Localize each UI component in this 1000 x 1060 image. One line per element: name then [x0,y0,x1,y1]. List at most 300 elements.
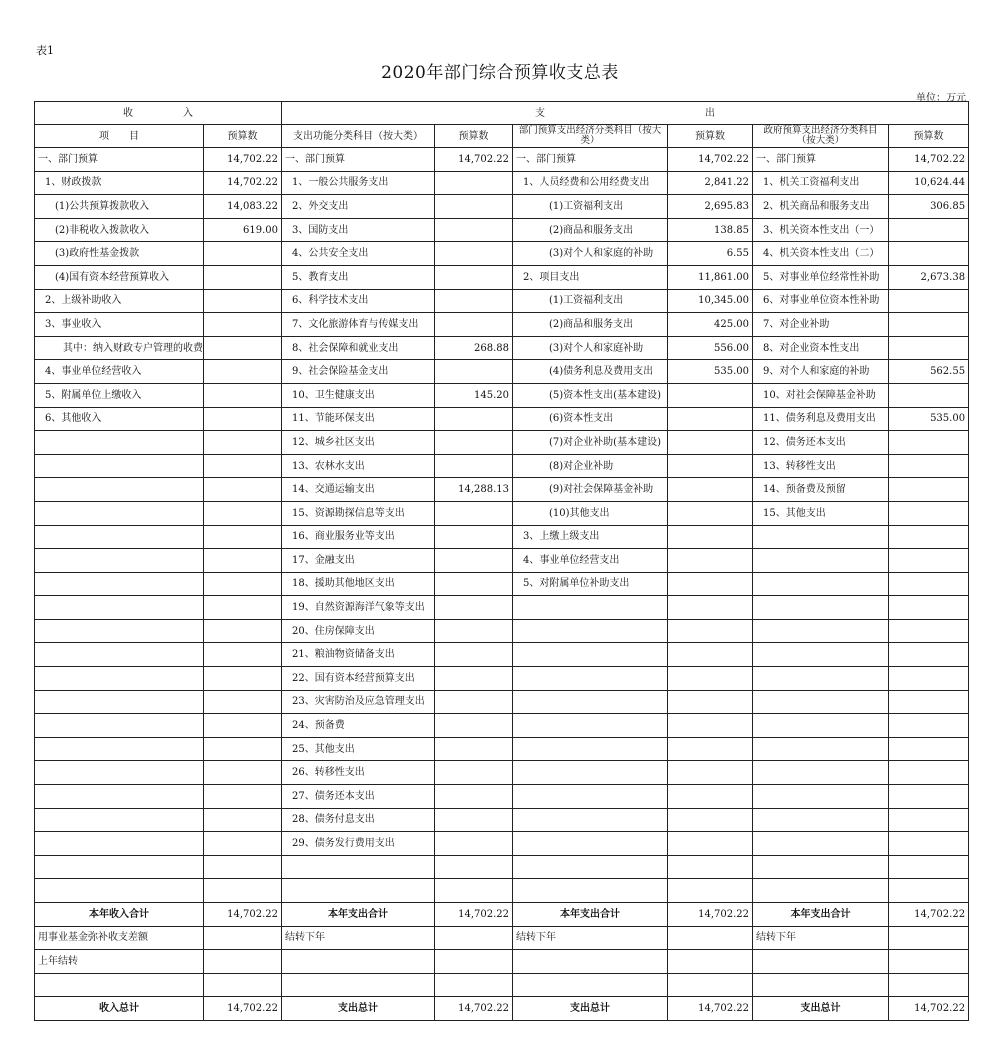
table-row [35,360,969,384]
table-row [35,761,969,785]
income-budget [204,855,282,879]
income-item [35,808,204,832]
income-budget [204,454,282,478]
dept-econ-budget: 2,841.22 [668,171,753,195]
dept-econ-budget: 10,345.00 [668,289,753,313]
total-income-value: 14,702.22 [204,997,282,1021]
income-item [35,714,204,738]
income-budget [204,549,282,573]
gov-econ-budget [889,785,969,809]
gov-econ-item: 1、机关工资福利支出 [753,171,889,195]
table-row [35,313,969,337]
function-item: 6、科学技术支出 [282,289,435,313]
dept-econ-budget [668,478,753,502]
gov-econ-item [753,855,889,879]
dept-econ-item [513,690,668,714]
dept-econ-item: (3)对个人和家庭补助 [513,336,668,360]
dept-econ-budget [668,643,753,667]
gov-econ-item [753,761,889,785]
dept-econ-item: 4、事业单位经营支出 [513,549,668,573]
income-item [35,667,204,691]
function-item: 17、金融支出 [282,549,435,573]
function-budget [435,572,513,596]
function-item: 16、商业服务业等支出 [282,525,435,549]
col-budget-3: 预算数 [668,125,753,148]
gov-econ-item: 13、转移性支出 [753,454,889,478]
income-item: 5、附属单位上缴收入 [35,383,204,407]
function-budget [435,195,513,219]
function-budget [435,737,513,761]
carry-forward-row [35,926,969,950]
dept-econ-item [513,761,668,785]
function-item: 15、资源勘探信息等支出 [282,501,435,525]
col-budget-2: 预算数 [435,125,513,148]
gov-econ-budget [889,431,969,455]
page-title: 2020年部门综合预算收支总表 [381,63,619,83]
dept-econ-item: 一、部门预算 [513,148,668,172]
dept-econ-budget [668,501,753,525]
gov-econ-item: 11、债务利息及费用支出 [753,407,889,431]
table-row [35,596,969,620]
income-item: (1)公共预算拨款收入 [35,195,204,219]
gov-econ-item: 6、对事业单位资本性补助 [753,289,889,313]
dept-econ-budget [668,761,753,785]
dept-econ-budget [668,454,753,478]
dept-econ-budget [668,832,753,856]
dept-econ-budget [668,785,753,809]
table-row [35,478,969,502]
gov-econ-budget: 2,673.38 [889,265,969,289]
gov-econ-item: 8、对企业资本性支出 [753,336,889,360]
table-row [35,383,969,407]
income-item: (4)国有资本经营预算收入 [35,265,204,289]
income-header: 收 入 [35,102,282,125]
gov-econ-item: 9、对个人和家庭的补助 [753,360,889,384]
gov-econ-item [753,832,889,856]
gov-econ-budget: 562.55 [889,360,969,384]
carry-next-year-1: 结转下年 [282,926,435,950]
gov-econ-item [753,737,889,761]
function-item: 25、其他支出 [282,737,435,761]
gov-econ-item [753,619,889,643]
budget-summary-table [34,101,969,1021]
income-budget [204,596,282,620]
gov-econ-budget: 535.00 [889,407,969,431]
dept-econ-item [513,737,668,761]
function-item [282,855,435,879]
total-expense-value-2: 14,702.22 [668,997,753,1021]
gov-econ-budget [889,761,969,785]
table-row [35,242,969,266]
dept-econ-budget [668,431,753,455]
income-item [35,572,204,596]
dept-econ-budget [668,596,753,620]
gov-econ-item [753,714,889,738]
function-item: 20、住房保障支出 [282,619,435,643]
grand-total-row [35,997,969,1021]
function-budget [435,855,513,879]
dept-econ-budget [668,407,753,431]
dept-econ-item: 3、上缴上级支出 [513,525,668,549]
dept-econ-item: (10)其他支出 [513,501,668,525]
dept-econ-item: 2、项目支出 [513,265,668,289]
dept-econ-budget [668,808,753,832]
income-budget [204,572,282,596]
income-item [35,737,204,761]
gov-econ-item [753,525,889,549]
gov-econ-budget: 10,624.44 [889,171,969,195]
income-item: 2、上级补助收入 [35,289,204,313]
table-row [35,714,969,738]
blank-row [35,973,969,997]
previous-carry-row [35,950,969,974]
dept-econ-budget: 14,702.22 [668,148,753,172]
function-item: 11、节能环保支出 [282,407,435,431]
gov-econ-budget [889,808,969,832]
function-budget [435,265,513,289]
dept-econ-item: (1)工资福利支出 [513,195,668,219]
table-row [35,643,969,667]
income-budget [204,336,282,360]
dept-econ-budget [668,714,753,738]
table-row [35,572,969,596]
year-income-label: 本年收入合计 [35,903,204,927]
table-row [35,785,969,809]
income-budget: 14,083.22 [204,195,282,219]
table-row [35,855,969,879]
income-budget: 14,702.22 [204,171,282,195]
dept-econ-budget [668,572,753,596]
column-header-row [35,125,969,148]
function-budget [435,525,513,549]
total-income-label: 收入总计 [35,997,204,1021]
income-item: 其中：纳入财政专户管理的收费 [35,336,204,360]
function-budget [435,218,513,242]
dept-econ-item: 5、对附属单位补助支出 [513,572,668,596]
table-row [35,832,969,856]
gov-econ-item: 2、机关商品和服务支出 [753,195,889,219]
income-item: (3)政府性基金拨款 [35,242,204,266]
year-expense-label-2: 本年支出合计 [513,903,668,927]
income-budget [204,313,282,337]
table-row [35,265,969,289]
total-expense-value-1: 14,702.22 [435,997,513,1021]
gov-econ-item: 7、对企业补助 [753,313,889,337]
dept-econ-item [513,832,668,856]
dept-econ-budget: 535.00 [668,360,753,384]
gov-econ-item [753,808,889,832]
col-budget-4: 预算数 [889,125,969,148]
function-item: 26、转移性支出 [282,761,435,785]
income-budget [204,478,282,502]
dept-econ-item: (6)资本性支出 [513,407,668,431]
function-item: 24、预备费 [282,714,435,738]
gov-econ-budget [889,832,969,856]
dept-econ-item [513,667,668,691]
gov-econ-item: 3、机关资本性支出（一） [753,218,889,242]
dept-econ-budget [668,855,753,879]
dept-econ-item: (5)资本性支出(基本建设) [513,383,668,407]
dept-econ-budget [668,667,753,691]
total-expense-value-3: 14,702.22 [889,997,969,1021]
function-budget [435,407,513,431]
function-item: 1、一般公共服务支出 [282,171,435,195]
dept-econ-budget [668,383,753,407]
dept-econ-item: (2)商品和服务支出 [513,313,668,337]
income-item [35,596,204,620]
table-row [35,454,969,478]
total-expense-label-1: 支出总计 [282,997,435,1021]
income-budget [204,667,282,691]
expense-header: 支 出 [282,102,969,125]
dept-econ-item: (9)对社会保障基金补助 [513,478,668,502]
function-item: 13、农林水支出 [282,454,435,478]
table-row [35,148,969,172]
function-budget [435,832,513,856]
gov-econ-budget [889,313,969,337]
function-item: 12、城乡社区支出 [282,431,435,455]
function-item: 一、部门预算 [282,148,435,172]
dept-econ-budget: 556.00 [668,336,753,360]
function-budget [435,360,513,384]
function-item: 5、教育支出 [282,265,435,289]
income-item [35,431,204,455]
income-budget: 619.00 [204,218,282,242]
income-item [35,525,204,549]
function-budget [435,619,513,643]
gov-econ-budget [889,549,969,573]
income-item [35,501,204,525]
gov-econ-item [753,596,889,620]
function-budget [435,714,513,738]
table-row [35,289,969,313]
gov-econ-budget [889,572,969,596]
function-item: 9、社会保险基金支出 [282,360,435,384]
function-item [282,879,435,903]
income-budget [204,619,282,643]
function-budget: 145.20 [435,383,513,407]
income-item [35,549,204,573]
gov-econ-budget [889,690,969,714]
income-item: 一、部门预算 [35,148,204,172]
income-item [35,832,204,856]
gov-econ-item: 一、部门预算 [753,148,889,172]
gov-econ-item: 10、对社会保障基金补助 [753,383,889,407]
dept-econ-budget [668,879,753,903]
year-expense-value-2: 14,702.22 [668,903,753,927]
function-item: 14、交通运输支出 [282,478,435,502]
dept-econ-item [513,855,668,879]
function-budget [435,785,513,809]
table-row [35,525,969,549]
income-budget [204,785,282,809]
year-expense-label-3: 本年支出合计 [753,903,889,927]
year-income-value: 14,702.22 [204,903,282,927]
table-row [35,879,969,903]
function-budget [435,431,513,455]
gov-econ-budget [889,478,969,502]
income-budget [204,289,282,313]
income-item [35,643,204,667]
income-item [35,454,204,478]
dept-econ-item [513,714,668,738]
dept-econ-item [513,619,668,643]
dept-econ-budget [668,549,753,573]
gov-econ-budget [889,596,969,620]
gov-econ-item: 4、机关资本性支出（二） [753,242,889,266]
income-item: 6、其他收入 [35,407,204,431]
income-item [35,785,204,809]
gov-econ-budget [889,619,969,643]
dept-econ-item [513,785,668,809]
year-expense-label-1: 本年支出合计 [282,903,435,927]
dept-econ-budget [668,619,753,643]
col-dept-econ-class: 部门预算支出经济分类科目（按大类） [513,125,668,148]
income-item [35,478,204,502]
dept-econ-item: 1、人员经费和公用经费支出 [513,171,668,195]
dept-econ-item: (8)对企业补助 [513,454,668,478]
function-item: 4、公共安全支出 [282,242,435,266]
income-item [35,690,204,714]
gov-econ-budget [889,289,969,313]
function-budget: 14,288.13 [435,478,513,502]
income-budget [204,737,282,761]
function-item: 19、自然资源海洋气象等支出 [282,596,435,620]
col-item: 项 目 [35,125,204,148]
gov-econ-budget [889,714,969,738]
income-budget [204,879,282,903]
function-item: 28、债务付息支出 [282,808,435,832]
function-budget [435,761,513,785]
dept-econ-budget: 425.00 [668,313,753,337]
function-budget [435,549,513,573]
income-budget [204,832,282,856]
dept-econ-budget: 11,861.00 [668,265,753,289]
dept-econ-budget [668,737,753,761]
gov-econ-item [753,549,889,573]
table-row [35,171,969,195]
dept-econ-item: (1)工资福利支出 [513,289,668,313]
gov-econ-item [753,879,889,903]
table-number: 表1 [36,44,54,57]
function-budget: 14,702.22 [435,148,513,172]
gov-econ-budget [889,242,969,266]
function-item: 8、社会保障和就业支出 [282,336,435,360]
dept-econ-budget: 2,695.83 [668,195,753,219]
gov-econ-item: 14、预备费及预留 [753,478,889,502]
income-item [35,879,204,903]
function-budget [435,667,513,691]
year-total-row [35,903,969,927]
gov-econ-budget [889,737,969,761]
dept-econ-item [513,808,668,832]
function-budget [435,313,513,337]
gov-econ-budget [889,643,969,667]
table-row [35,808,969,832]
dept-econ-item: (4)债务利息及费用支出 [513,360,668,384]
gov-econ-budget [889,525,969,549]
table-row [35,690,969,714]
col-function-class: 支出功能分类科目（按大类） [282,125,435,148]
function-item: 10、卫生健康支出 [282,383,435,407]
gov-econ-budget [889,336,969,360]
function-item: 3、国防支出 [282,218,435,242]
table-row [35,549,969,573]
dept-econ-budget [668,525,753,549]
income-budget [204,525,282,549]
income-budget [204,690,282,714]
table-row [35,737,969,761]
gov-econ-budget: 306.85 [889,195,969,219]
function-budget [435,171,513,195]
dept-econ-budget [668,690,753,714]
top-header-row [35,102,969,125]
function-budget [435,242,513,266]
gov-econ-item: 12、债务还本支出 [753,431,889,455]
income-item: 4、事业单位经营收入 [35,360,204,384]
gov-econ-budget [889,667,969,691]
income-budget [204,501,282,525]
income-budget [204,407,282,431]
gov-econ-item [753,572,889,596]
income-budget [204,360,282,384]
table-row [35,407,969,431]
dept-econ-item [513,879,668,903]
function-budget [435,690,513,714]
table-row [35,195,969,219]
previous-carry-label: 上年结转 [35,950,204,974]
function-item: 21、粮油物资储备支出 [282,643,435,667]
income-budget [204,714,282,738]
gov-econ-item: 5、对事业单位经常性补助 [753,265,889,289]
function-budget [435,454,513,478]
function-item: 29、债务发行费用支出 [282,832,435,856]
carry-next-year-2: 结转下年 [513,926,668,950]
gov-econ-item [753,643,889,667]
income-budget [204,431,282,455]
year-expense-value-1: 14,702.22 [435,903,513,927]
income-budget: 14,702.22 [204,148,282,172]
dept-econ-item [513,643,668,667]
income-item [35,855,204,879]
gov-econ-budget [889,879,969,903]
gov-econ-item: 15、其他支出 [753,501,889,525]
gov-econ-budget [889,218,969,242]
carry-next-year-3: 结转下年 [753,926,889,950]
income-budget [204,265,282,289]
table-row [35,619,969,643]
gov-econ-item [753,690,889,714]
dept-econ-budget: 6.55 [668,242,753,266]
fund-gap-label: 用事业基金弥补收支差额 [35,926,204,950]
income-item [35,761,204,785]
income-budget [204,383,282,407]
income-item [35,619,204,643]
function-item: 23、灾害防治及应急管理支出 [282,690,435,714]
gov-econ-item [753,785,889,809]
table-row [35,336,969,360]
gov-econ-item [753,667,889,691]
year-expense-value-3: 14,702.22 [889,903,969,927]
function-budget [435,289,513,313]
function-budget [435,643,513,667]
table-row [35,667,969,691]
gov-econ-budget [889,855,969,879]
function-item: 7、文化旅游体育与传媒支出 [282,313,435,337]
function-budget [435,808,513,832]
dept-econ-budget: 138.85 [668,218,753,242]
income-budget [204,808,282,832]
